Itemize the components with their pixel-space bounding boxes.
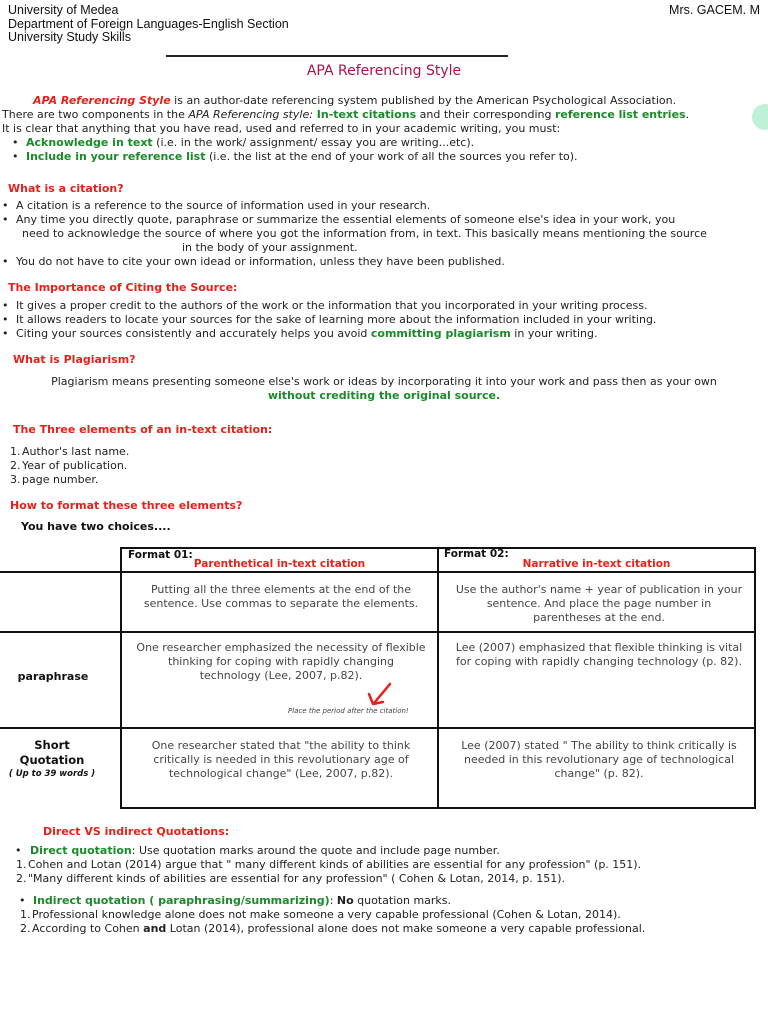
elements-list	[10, 445, 129, 487]
intro-include-term: Include in your reference list	[26, 150, 206, 163]
indirect-colon: :	[329, 894, 337, 907]
elements-num-2: 2.	[10, 459, 21, 472]
intro-line-3: It is clear that anything that you have read, used and referred to in your academic writing, you must:	[2, 122, 561, 135]
direct-example-1	[0, 858, 768, 872]
indirect-section	[0, 894, 768, 936]
plagiarism-line-1: Plagiarism means presenting someone else's work or ideas by incorporating it into your work and pass then as your own	[51, 375, 717, 388]
table-line	[120, 547, 122, 809]
direct-quotation-term: Direct quotation	[30, 844, 132, 857]
elements-item-2	[10, 459, 129, 473]
intro-reference-list-entries: reference list entries	[555, 108, 686, 121]
citation-bullet-1	[0, 199, 768, 213]
header-line-course: University Study Skills	[8, 30, 131, 44]
table-line	[754, 547, 756, 809]
bullet-icon: •	[2, 255, 9, 268]
elements-text-1: Author's last name.	[22, 445, 130, 458]
row-paraphrase-format-02: Lee (2007) emphasized that flexible thinking is vital for coping with rapidly changing technology (p. 82).	[455, 641, 743, 668]
citation-bullet-1-text: A citation is a reference to the source of information used in your research.	[16, 199, 431, 212]
intro-acknowledge-term: Acknowledge in text	[26, 136, 153, 149]
format-heading: How to format these three elements?	[10, 499, 243, 512]
citation-heading: What is a citation?	[8, 182, 124, 195]
importance-bullet-3-a: Citing your sources consistently and accurately helps you avoid	[16, 327, 371, 340]
citation-bullet-2	[0, 213, 768, 227]
citation-list	[0, 199, 768, 269]
format-choices: You have two choices....	[21, 520, 171, 533]
intro-line-2	[0, 108, 768, 122]
bullet-icon: •	[2, 213, 9, 226]
intro-line-1	[0, 94, 768, 108]
importance-bullet-2-text: It allows readers to locate your sources for the sake of learning more about the information included in your writing.	[16, 313, 657, 326]
indirect-example-1	[0, 908, 768, 922]
elements-num-1: 1.	[10, 445, 21, 458]
row-quotation-format-01: One researcher stated that "the ability to think critically is needed in this revolutionary age of technological change" (Lee, 2007, p.82).	[151, 739, 411, 780]
row-label-short: Short	[34, 738, 70, 752]
intro-in-text-citations: In-text citations	[312, 108, 417, 121]
format-02-title: Narrative in-text citation	[522, 558, 671, 570]
intro-line-2-a: There are two components in the	[2, 108, 189, 121]
table-line	[437, 547, 439, 809]
citation-bullet-3	[0, 255, 768, 269]
importance-bullet-2	[0, 313, 768, 327]
header-institution	[8, 4, 289, 45]
bullet-icon: •	[15, 844, 22, 857]
indirect-quotation-bullet	[0, 894, 768, 908]
importance-bullet-3	[0, 327, 768, 341]
importance-bullet-1-text: It gives a proper credit to the authors of the work or the information that you incorporated in your writing process.	[16, 299, 648, 312]
bullet-icon: •	[2, 327, 9, 340]
format-02-label: Format 02:	[444, 548, 509, 560]
header-teacher: Mrs. GACEM. M	[669, 3, 760, 17]
row-description-format-02: Use the author's name + year of publication in your sentence. And place the page number in parentheses at the end.	[455, 583, 743, 624]
header-line-department: Department of Foreign Languages-English Section	[8, 16, 289, 31]
indirect-example-1-text: Professional knowledge alone does not make someone a very capable professional (Cohen & Lotan, 2014).	[32, 908, 621, 921]
table-line	[0, 631, 756, 633]
intro-bullet-2	[0, 150, 768, 164]
citation-bullet-2-line-2: need to acknowledge the source of where you got the information from, in text. This basically means mentioning the source	[22, 227, 707, 240]
indirect-example-2-num: 2.	[20, 922, 31, 935]
direct-example-1-text: Cohen and Lotan (2014) argue that " many different kinds of abilities are essential for any profession" (p. 151).	[28, 858, 642, 871]
indirect-example-2-a: According to Cohen	[32, 922, 144, 935]
intro-line-2-b: APA Referencing style:	[188, 108, 313, 121]
importance-heading: The Importance of Citing the Source:	[8, 281, 238, 294]
table-line	[0, 571, 756, 573]
bullet-icon: •	[19, 894, 26, 907]
elements-item-1	[10, 445, 129, 459]
row-label-short-quotation	[0, 738, 104, 781]
direct-example-2-num: 2.	[16, 872, 27, 885]
bullet-icon: •	[2, 199, 9, 212]
bullet-icon: •	[12, 136, 19, 149]
header-line-university: University of Medea	[8, 3, 119, 17]
table-line	[0, 727, 756, 729]
elements-num-3: 3.	[10, 473, 21, 486]
row-paraphrase-format-01: One researcher emphasized the necessity of flexible thinking for coping with rapidly changing technology (Lee, 2007, p.82).	[136, 641, 426, 682]
elements-heading: The Three elements of an in-text citation:	[13, 423, 273, 436]
indirect-example-1-num: 1.	[20, 908, 31, 921]
indirect-quotation-text: quotation marks.	[353, 894, 452, 907]
indirect-no: No	[336, 894, 354, 907]
citation-bullet-3-text: You do not have to cite your own idead or information, unless they have been published.	[16, 255, 505, 268]
intro-bullet-1	[0, 136, 768, 150]
indirect-example-2	[0, 922, 768, 936]
elements-item-3	[10, 473, 129, 487]
row-label-paraphrase: paraphrase	[17, 670, 89, 683]
importance-list	[0, 299, 768, 341]
indirect-quotation-term: Indirect quotation ( paraphrasing/summarizing)	[33, 894, 330, 907]
title-rule	[166, 55, 508, 57]
direct-example-2	[0, 872, 768, 886]
row-label-word-limit: ( Up to 39 words )	[8, 769, 96, 779]
page-title: APA Referencing Style	[306, 63, 462, 79]
citation-bullet-2-line-1: Any time you directly quote, paraphrase or summarize the essential elements of someone else's idea in your work, you	[16, 213, 676, 226]
importance-plagiarism-term: committing plagiarism	[370, 327, 511, 340]
elements-text-3: page number.	[22, 473, 99, 486]
intro-bullet-2-text: (i.e. the list at the end of your work of all the sources you refer to).	[205, 150, 578, 163]
direct-quotation-bullet	[0, 844, 768, 858]
intro-line-2-d: and their corresponding	[416, 108, 555, 121]
checkmark-arrow-icon	[366, 682, 394, 708]
direct-example-1-num: 1.	[16, 858, 27, 871]
intro-apa-style-term: APA Referencing Style	[33, 94, 171, 107]
bullet-icon: •	[12, 150, 19, 163]
elements-text-2: Year of publication.	[22, 459, 128, 472]
importance-bullet-1	[0, 299, 768, 313]
bullet-icon: •	[2, 313, 9, 326]
direct-example-2-text: "Many different kinds of abilities are essential for any profession" ( Cohen & Lotan, 2014, p. 151).	[28, 872, 566, 885]
format-01-label: Format 01:	[128, 549, 193, 561]
importance-bullet-3-c: in your writing.	[510, 327, 598, 340]
intro-line-1-text: is an author-date referencing system published by the American Psychological Association.	[170, 94, 677, 107]
intro-line-2-f: .	[685, 108, 690, 121]
direct-section	[0, 844, 768, 886]
indirect-example-2-and: and	[143, 922, 167, 935]
row-quotation-format-02: Lee (2007) stated " The ability to think critically is needed in this revolutionary age of technological change" (p. 82).	[461, 739, 737, 780]
row-description-format-01: Putting all the three elements at the end of the sentence. Use commas to separate the elements.	[143, 583, 419, 610]
plagiarism-heading: What is Plagiarism?	[13, 353, 136, 366]
bullet-icon: •	[2, 299, 9, 312]
plagiarism-line-2: without crediting the original source.	[267, 389, 501, 402]
intro-bullet-1-text: (i.e. in the work/ assignment/ essay you are writing...etc).	[152, 136, 475, 149]
indirect-example-2-c: Lotan (2014), professional alone does not make someone a very capable professional.	[166, 922, 646, 935]
format-01-title: Parenthetical in-text citation	[193, 558, 366, 570]
direct-indirect-heading: Direct VS indirect Quotations:	[43, 825, 230, 838]
citation-bullet-2-line-3: in the body of your assignment.	[182, 241, 358, 254]
period-note: Place the period after the citation!	[288, 707, 409, 715]
intro	[0, 94, 768, 164]
direct-quotation-text: : Use quotation marks around the quote and include page number.	[131, 844, 500, 857]
row-label-quotation: Quotation	[19, 753, 85, 767]
